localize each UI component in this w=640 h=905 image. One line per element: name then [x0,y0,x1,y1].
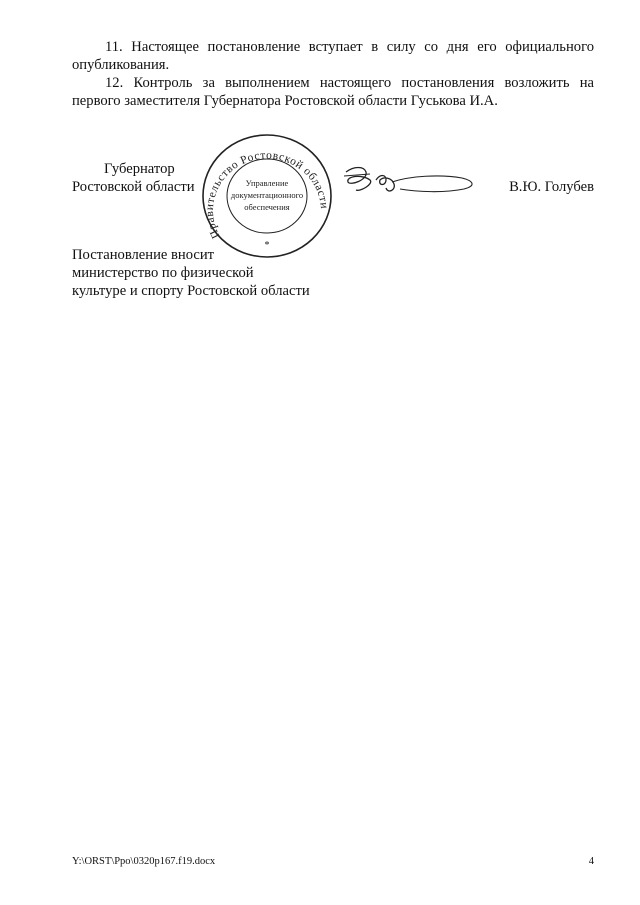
paragraph-12: 12. Контроль за выполнением настоящего постановления возложить на первого заместителя Губернатора Ростовской области Гуськова И.А. [72,75,594,109]
signatory-name: В.Ю. Голубев [509,179,594,195]
official-stamp [199,132,335,260]
page-number: 4 [588,856,594,867]
footer-file-path: Y:\ORST\Ppo\0320p167.f19.docx [72,856,216,867]
handwritten-signature [340,162,480,202]
introduced-by-line3: культуре и спорту Ростовской области [72,283,310,299]
stamp-ring-text: Правительство Ростовской области [203,149,331,241]
stamp-inner-line2: документационного [230,190,304,200]
stamp-star-icon: * [264,240,270,251]
paragraph-11: 11. Настоящее постановление вступает в силу со дня его официального опубликования. [72,39,594,73]
signatory-title-line1: Губернатор [104,161,175,177]
introduced-by-line2: министерство по физической [72,265,254,281]
signatory-title-line2: Ростовской области [72,179,195,195]
stamp-inner-line1: Управление [245,178,289,188]
introduced-by-line1: Постановление вносит [72,247,215,263]
stamp-inner-line3: обеспечения [244,202,290,212]
